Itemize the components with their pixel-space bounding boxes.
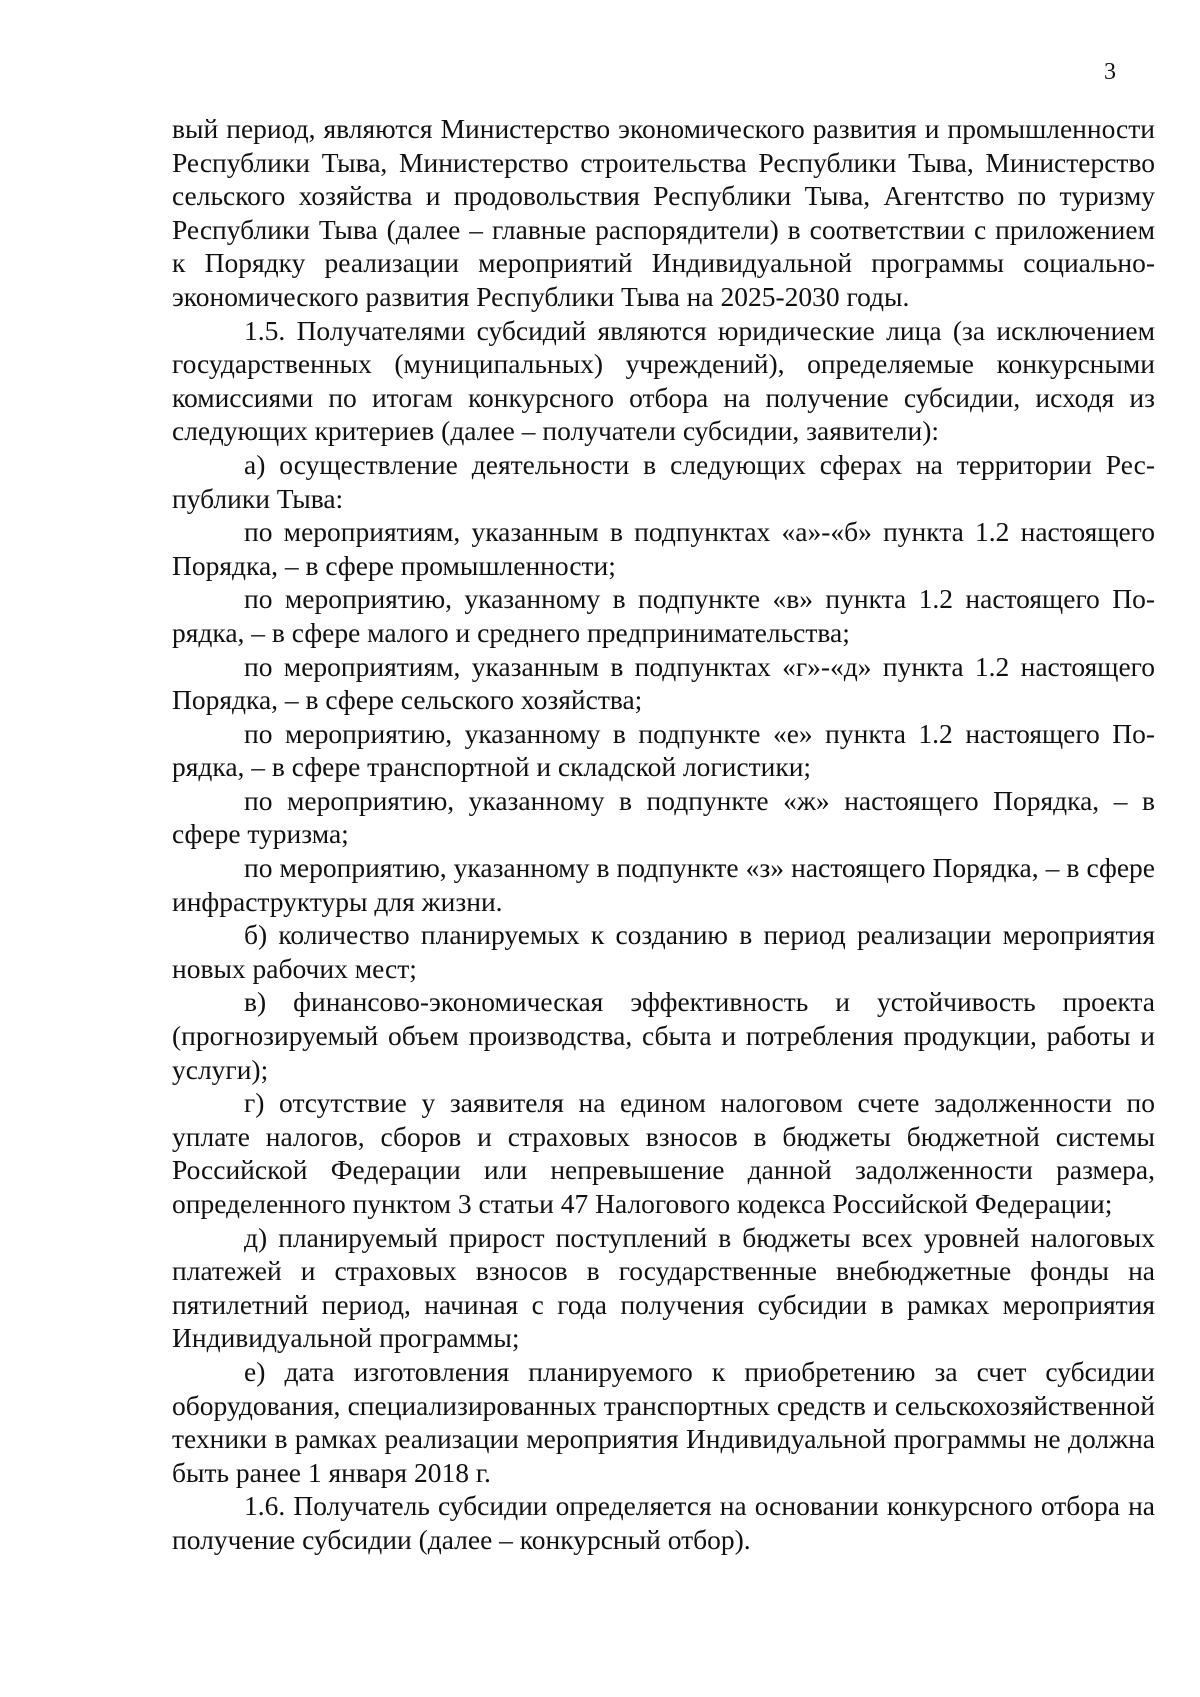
paragraph-criterion-g: г) отсутствие у заявителя на едином налоговом счете задолженности по уплате налогов, сборов и страховых взносов в бюджеты бюджетной системы Российской Федерации или непревышение данной задолженности размера, определенного пунктом 3 статьи 47 Налогового кодекса Российской Федерации; bbox=[172, 1087, 1155, 1219]
paragraph-sphere-tourism: по мероприятию, указанному в подпункте «ж» настоящего Порядка, – в сфере туризма; bbox=[172, 784, 1155, 850]
paragraph-intro-continuation: вый период, являются Министерство экономического развития и промышленности Республики Тыва, Министерство строительства Республики Тыва, Министерство сельского хозяйства и продовольствия Республики Тыва, Агентство по туризму Республики Тыва (далее – главные распорядители) в соответствии с приложением к Порядку реализации мероприятий Индивидуальной программы социально-экономического развития Республики Тыва на 2025-2030 годы. bbox=[172, 113, 1155, 312]
paragraph-sphere-sme: по мероприятию, указанному в подпункте «в» пункта 1.2 настоящего Порядка, – в сфере малого и среднего предпринимательства; bbox=[172, 583, 1155, 648]
paragraph-criterion-v: в) финансово-экономическая эффективность и устойчивость проекта (прогнозируемый объем производства, сбыта и потребления продукции, работы и услуги); bbox=[172, 986, 1155, 1085]
document-body bbox=[172, 112, 1155, 1557]
paragraph-1-5: 1.5. Получателями субсидий являются юридические лица (за исключением государственных (муниципальных) учреждений), определяемые конкурсными комиссиями по итогам конкурсного отбора на получение субсидии, исходя из следующих критериев (далее – получатели субсидии, заявители): bbox=[172, 314, 1155, 447]
paragraph-sphere-agriculture: по мероприятиям, указанным в подпунктах «г»-«д» пункта 1.2 настоящего Порядка, – в сфере сельского хозяйства; bbox=[172, 650, 1155, 716]
paragraph-sphere-logistics: по мероприятию, указанному в подпункте «е» пункта 1.2 настоящего Порядка, – в сфере транспортной и складской логистики; bbox=[172, 717, 1155, 783]
paragraph-1-6: 1.6. Получатель субсидии определяется на основании конкурсного отбора на получение субсидии (далее – конкурсный отбор). bbox=[172, 1490, 1155, 1555]
paragraph-criterion-b: б) количество планируемых к созданию в период реализации мероприятия новых рабочих мест; bbox=[172, 919, 1155, 984]
paragraph-criterion-d: д) планируемый прирост поступлений в бюджеты всех уровней налоговых платежей и страховых взносов в государственные внебюджетные фонды на пятилетний период, начиная с года получения субсидии в рамках мероприятия Индивидуальной программы; bbox=[172, 1221, 1155, 1354]
paragraph-criterion-e: е) дата изготовления планируемого к приобретению за счет субсидии оборудования, специализированных транспортных средств и сельскохозяйственной техники в рамках реализации мероприятия Индивидуальной программы не должна быть ранее 1 января 2018 г. bbox=[172, 1355, 1155, 1488]
paragraph-sphere-infrastructure: по мероприятию, указанному в подпункте «з» настоящего Порядка, – в сфере инфраструктуры для жизни. bbox=[172, 852, 1155, 917]
page-number: 3 bbox=[1104, 59, 1116, 85]
paragraph-sphere-industry: по мероприятиям, указанным в подпунктах «а»-«б» пункта 1.2 настоящего Порядка, – в сфере промышленности; bbox=[172, 516, 1155, 581]
paragraph-criterion-a: а) осуществление деятельности в следующих сферах на территории Республики Тыва: bbox=[172, 448, 1155, 514]
